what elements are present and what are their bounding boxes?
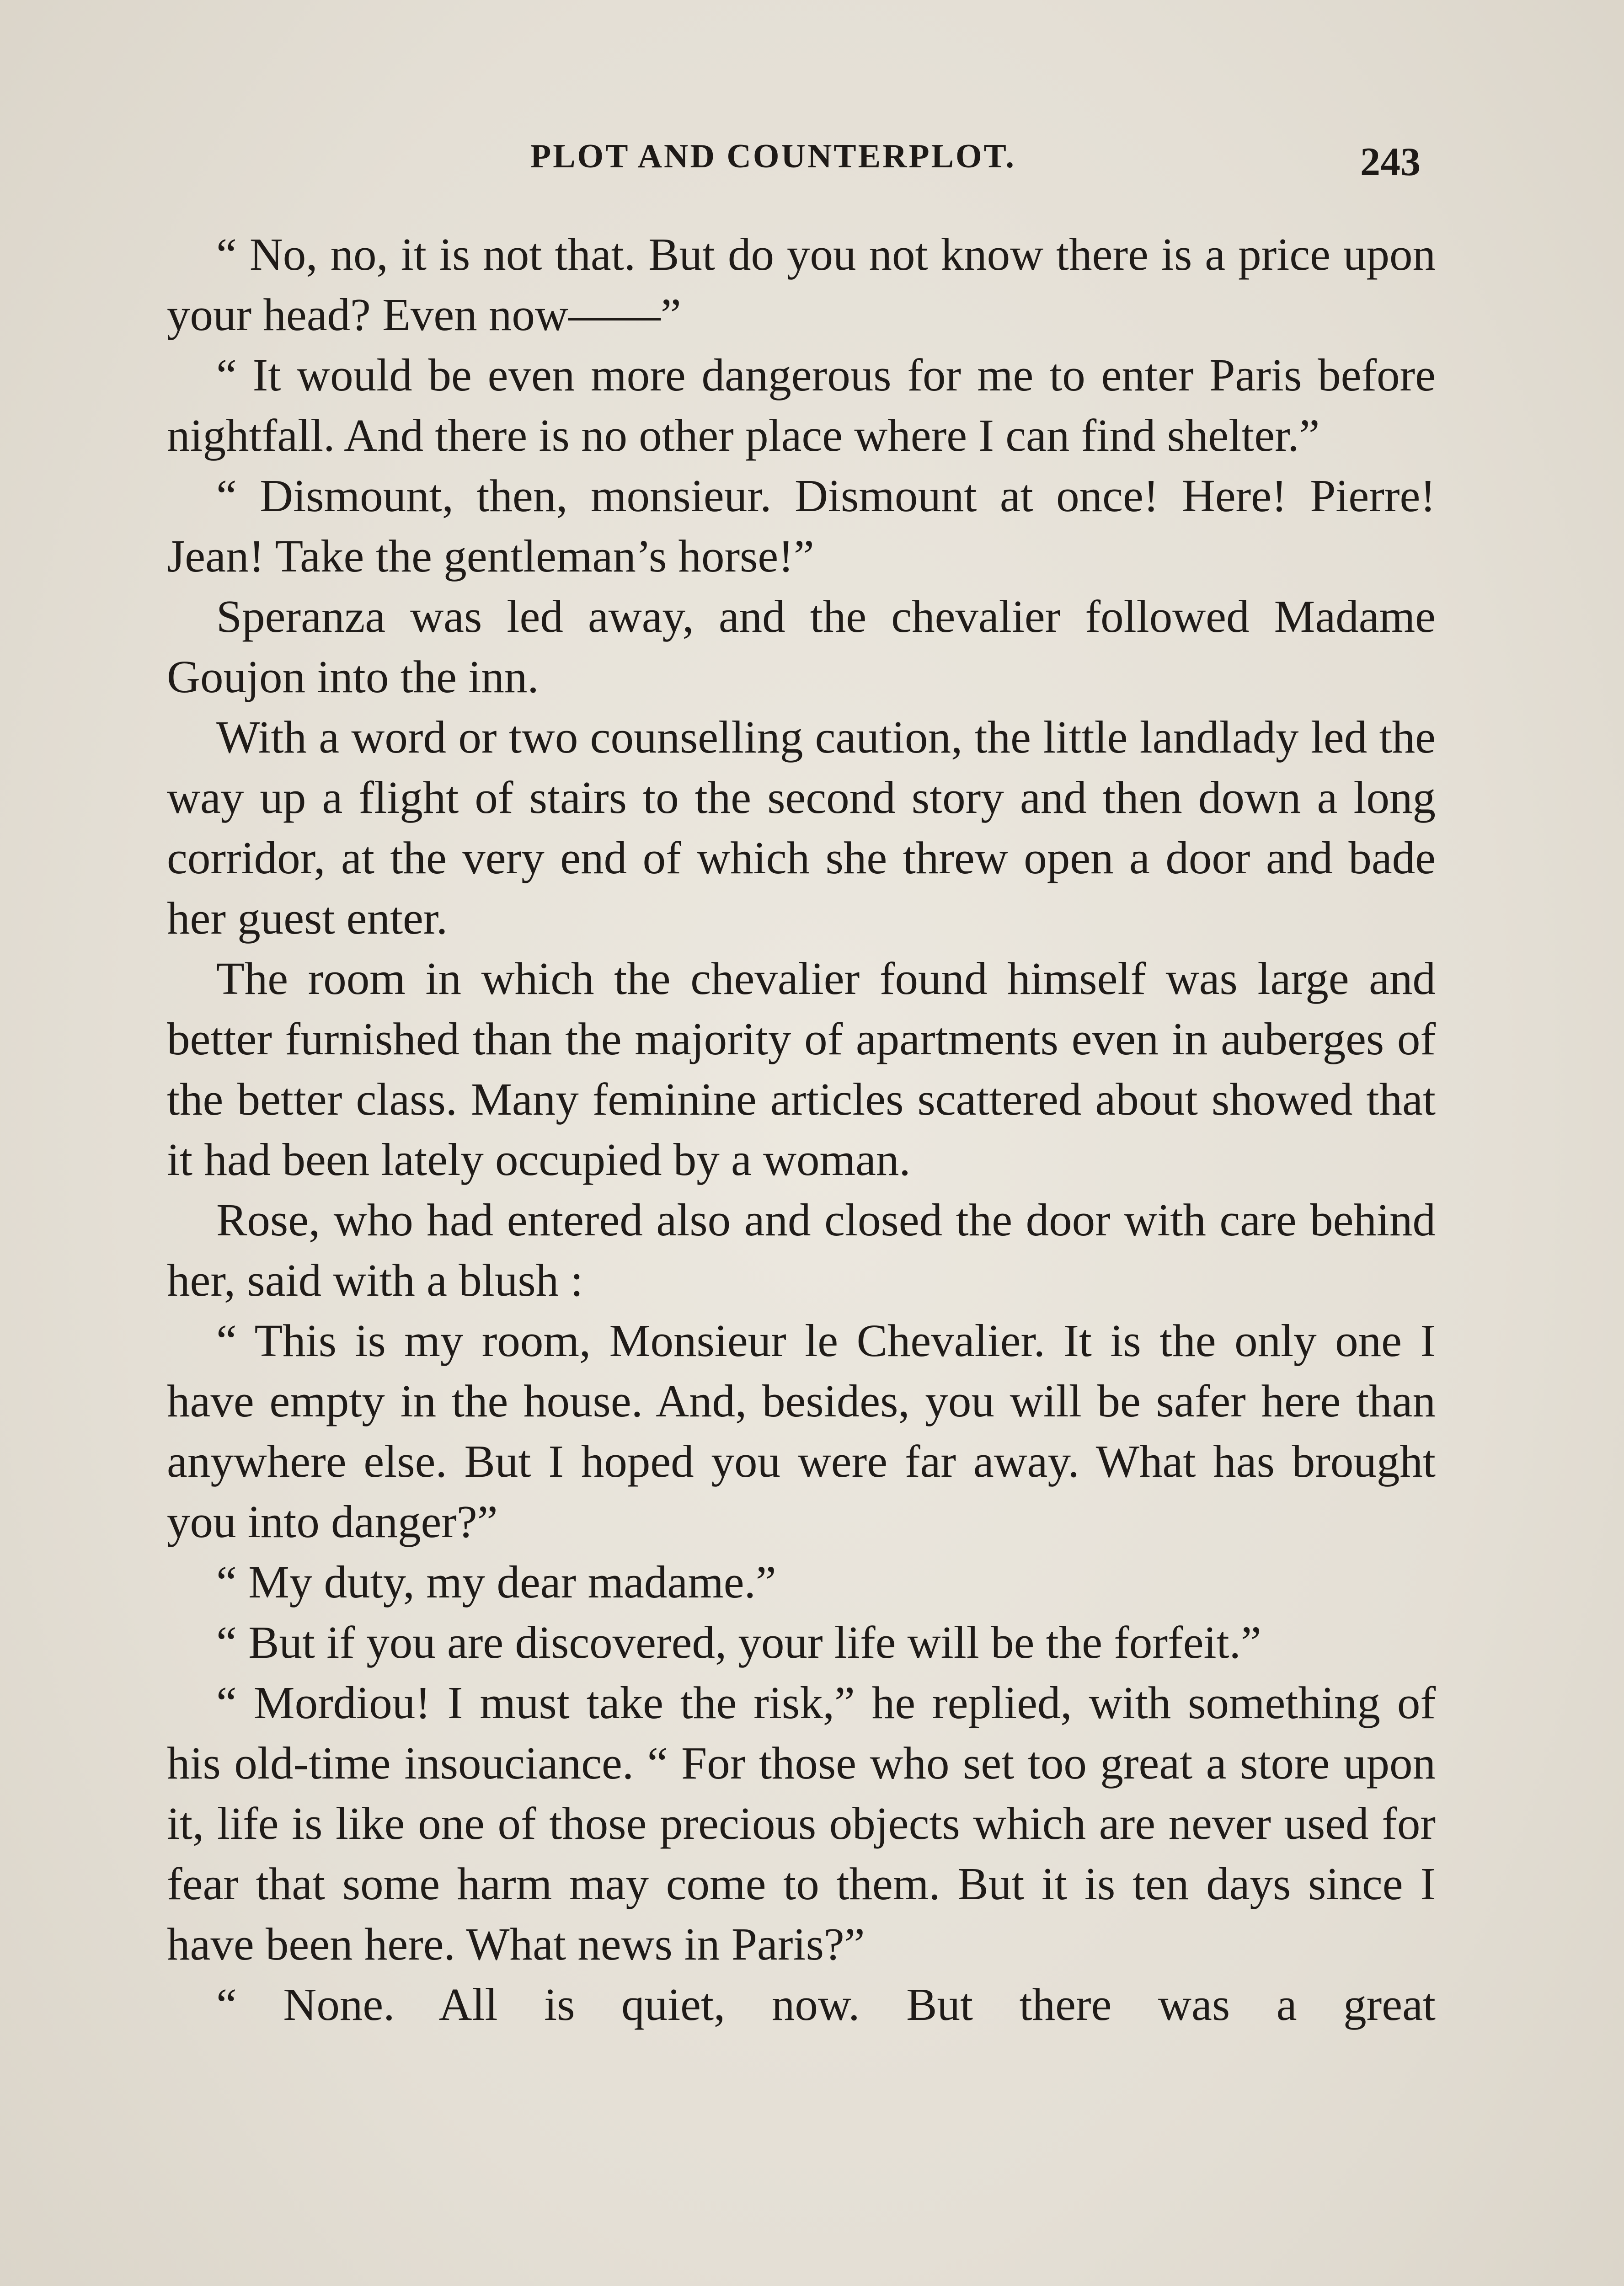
paragraph: “ My duty, my dear madame.” [216, 1556, 776, 1608]
page-number: 243 [1360, 140, 1421, 184]
page-header [0, 137, 1624, 187]
paragraph: Speranza was led away, and the chevalier followed Madame Goujon into the inn. [167, 591, 1436, 702]
paragraph: “ It would be even more dangerous for me to enter Paris before nightfall. And there is no other place where I can find shelter.” [167, 349, 1436, 461]
paragraph: “ This is my room, Monsieur le Chevalier. It is the only one I have empty in the house. And, besides, you will be safer here than anywhere else. But I hoped you were far away. What has brought you into danger?” [167, 1315, 1436, 1547]
paragraph: “ No, no, it is not that. But do you not know there is a price upon your head? Even now——” [167, 229, 1436, 340]
paragraph: “ But if you are discovered, your life will be the forfeit.” [216, 1617, 1261, 1668]
paragraph: The room in which the chevalier found himself was large and better furnished than the majority of apartments even in auberges of the better class. Many feminine articles scattered about showed that it had been lately occupied by a woman. [167, 953, 1436, 1185]
paragraph: “ Mordiou! I must take the risk,” he replied, with something of his old-time insouciance. “ For those who set too great a store upon it, life is like one of those precious objects which are never used for fear that some harm may come to them. But it is ten days since I have been here. What news in Paris?” [167, 1677, 1436, 1970]
paragraph: With a word or two counselling caution, the little landlady led the way up a flight of stairs to the second story and then down a long corridor, at the very end of which she threw open a door and bade her guest enter. [167, 711, 1436, 944]
body-text [167, 224, 1436, 2035]
running-title: PLOT AND COUNTERPLOT. [530, 138, 1016, 175]
paragraph: “ Dismount, then, monsieur. Dismount at once! Here! Pierre! Jean! Take the gentleman’s horse!” [167, 470, 1436, 582]
paragraph: Rose, who had entered also and closed the door with care behind her, said with a blush : [167, 1194, 1436, 1306]
paragraph: “ None. All is quiet, now. But there was a great [216, 1979, 1436, 2030]
